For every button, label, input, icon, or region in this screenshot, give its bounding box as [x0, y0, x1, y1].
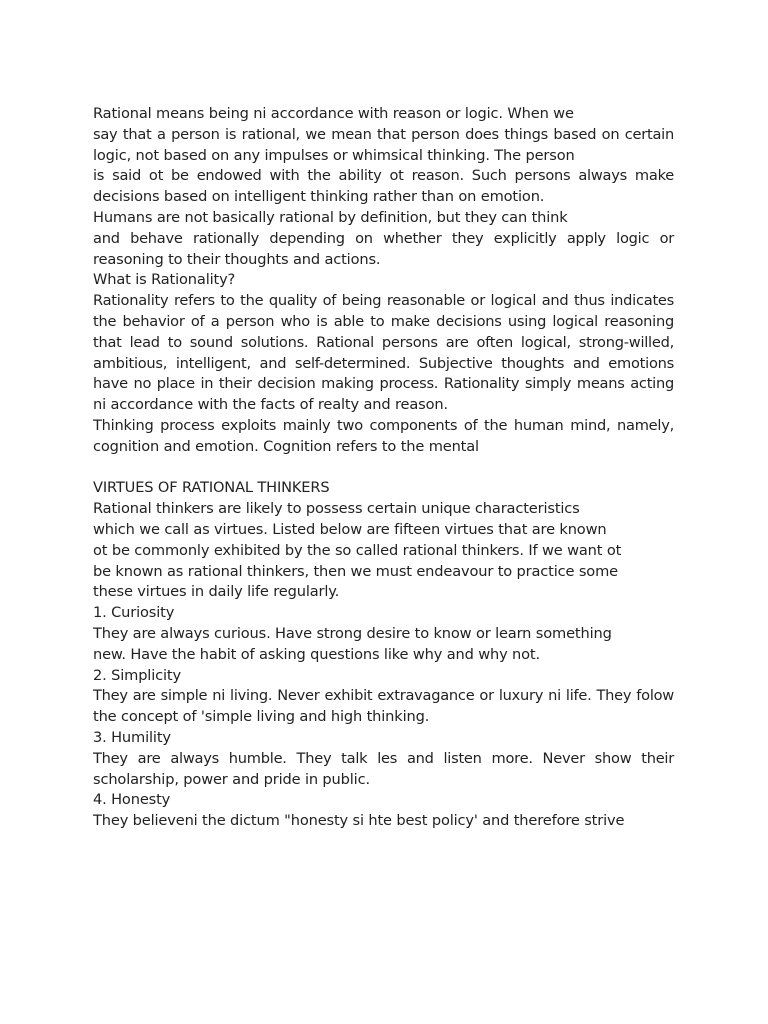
text-line: ni accordance with the facts of realty and reason. [93, 396, 448, 414]
text-line: Rational means being ni accordance with reason or logic. When we [93, 105, 574, 122]
text-line: What is Rationality? [93, 271, 236, 289]
text-line: 3. Humility [93, 728, 171, 746]
text-line: cognition and emotion. Cognition refers to the mental [93, 437, 479, 455]
text-line: Humans are not basically rational by definition, but they can think [93, 208, 568, 226]
text-line: Rational thinkers are likely to possess certain unique characteristics [93, 500, 580, 518]
text-line: They are simple ni living. Never exhibit extravagance or luxury ni life. They folow [93, 687, 674, 705]
text-line: 4. Honesty [93, 791, 171, 809]
text-line: have no place in their decision making process. Rationality simply means acting [93, 375, 674, 393]
text-line: reasoning to their thoughts and actions. [93, 250, 381, 268]
text-line: Rationality refers to the quality of being reasonable or logical and thus indicates [93, 292, 674, 310]
text-line: which we call as virtues. Listed below are fifteen virtues that are known [93, 520, 607, 538]
text-line: these virtues in daily life regularly. [93, 583, 340, 601]
text-line: the behavior of a person who is able to make decisions using logical reasoning [93, 312, 674, 330]
text-line: They believeni the dictum "honesty si hte best policy' and therefore strive [93, 812, 625, 830]
text-line: new. Have the habit of asking questions like why and why not. [93, 645, 540, 663]
text-line: 2. Simplicity [93, 666, 181, 684]
text-line: Thinking process exploits mainly two components of the human mind, namely, [93, 416, 674, 434]
text-line: scholarship, power and pride in public. [93, 770, 370, 788]
section-spacer [93, 458, 674, 479]
text-line: They are always humble. They talk les and listen more. Never show their [93, 749, 674, 767]
text-line: and behave rationally depending on whether they explicitly apply logic or [93, 229, 674, 247]
document-page [93, 104, 674, 832]
text-line: ambitious, intelligent, and self-determined. Subjective thoughts and emotions [93, 354, 674, 372]
text-line: is said ot be endowed with the ability ot reason. Such persons always make [93, 167, 674, 185]
text-line: the concept of 'simple living and high thinking. [93, 708, 430, 726]
text-line: They are always curious. Have strong desire to know or learn something [93, 624, 612, 642]
rationality-section [93, 104, 674, 458]
virtues-section [93, 478, 674, 832]
text-line: be known as rational thinkers, then we must endeavour to practice some [93, 562, 618, 580]
text-line: decisions based on intelligent thinking rather than on emotion. [93, 188, 545, 206]
text-line: say that a person is rational, we mean that person does things based on certain [93, 125, 674, 143]
text-line: ot be commonly exhibited by the so called rational thinkers. If we want ot [93, 541, 622, 559]
text-line: VIRTUES OF RATIONAL THINKERS [93, 479, 330, 497]
text-line: logic, not based on any impulses or whimsical thinking. The person [93, 146, 575, 164]
text-line: that lead to sound solutions. Rational persons are often logical, strong-willed, [93, 333, 674, 351]
text-line: 1. Curiosity [93, 604, 175, 622]
